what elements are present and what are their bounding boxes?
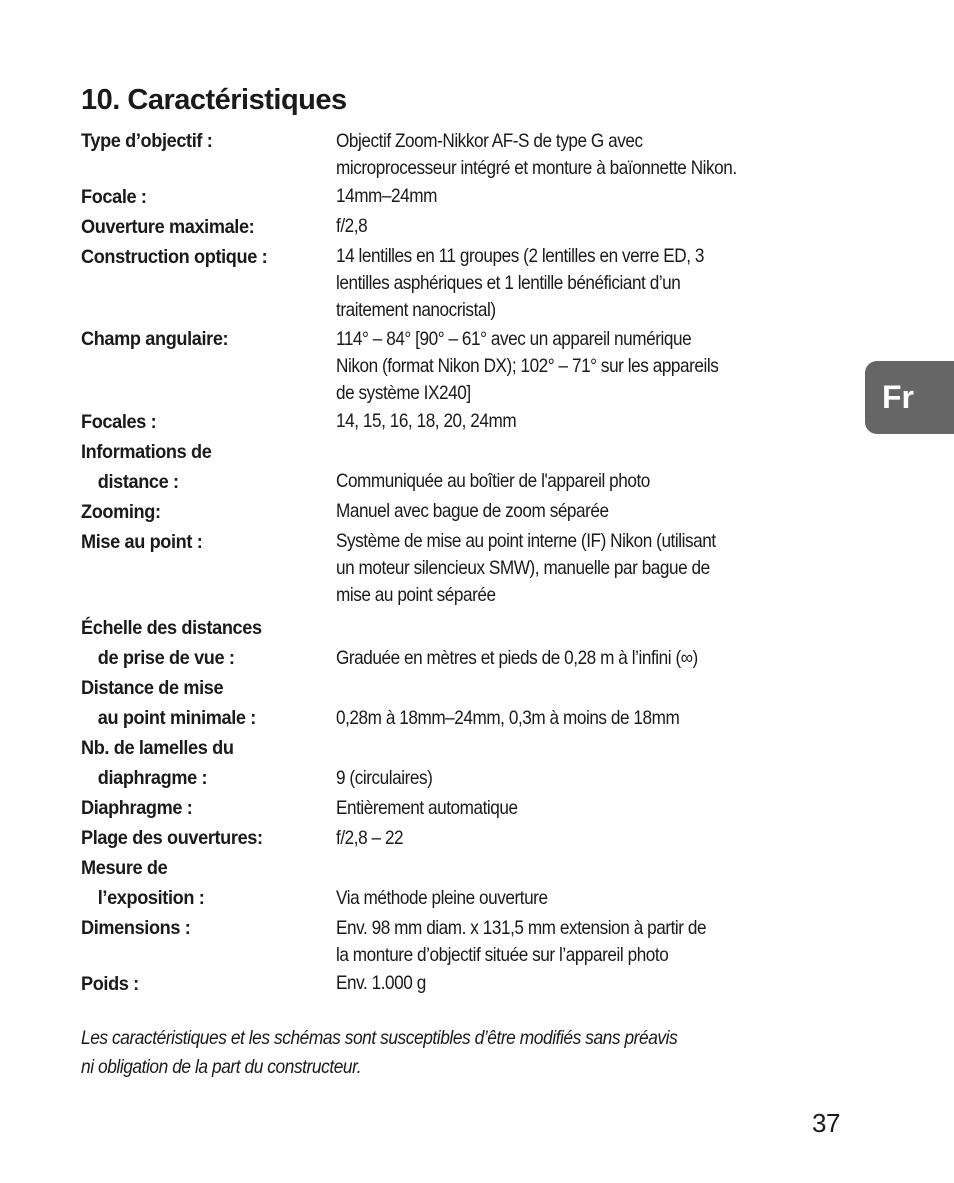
spec-value-line: 9 (circulaires)	[336, 766, 433, 789]
spec-value	[336, 126, 798, 182]
spec-value	[336, 527, 798, 610]
spec-value	[336, 673, 798, 732]
spec-value-line: 0,28m à 18mm–24mm, 0,3m à moins de 18mm	[336, 706, 680, 729]
spec-row	[81, 913, 861, 969]
spec-label-line: Diaphragme :	[81, 797, 193, 819]
spec-row	[81, 793, 861, 823]
spec-row	[81, 324, 861, 407]
spec-value	[336, 969, 798, 998]
spec-value	[336, 823, 798, 852]
spec-label-line: Focales :	[81, 410, 157, 433]
spec-label-line: Construction optique :	[81, 245, 268, 268]
spec-value	[336, 613, 798, 672]
spec-label	[81, 793, 318, 823]
spec-row	[81, 673, 861, 733]
language-tab	[865, 361, 954, 434]
spec-label-line: Type d’objectif :	[81, 130, 213, 152]
spec-value	[336, 242, 798, 325]
spec-label-line: au point minimale :	[97, 707, 256, 729]
spec-value-line: Graduée en mètres et pieds de 0,28 m à l’infini (∞)	[336, 646, 698, 669]
spec-label-line: Champ angulaire:	[81, 328, 229, 350]
spec-row	[81, 212, 861, 242]
spec-label-line: diaphragme :	[97, 767, 208, 789]
spec-value-line: lentilles asphériques et 1 lentille bénéficiant d’un	[336, 272, 681, 294]
spec-value-line: la monture d’objectif située sur l’appareil photo	[336, 943, 669, 966]
spec-label	[81, 126, 318, 156]
spec-value-line: microprocesseur intégré et monture à baïonnette Nikon.	[336, 156, 737, 179]
spec-label-line: Poids :	[81, 972, 139, 995]
spec-label	[81, 242, 318, 272]
spec-value-line: 14mm–24mm	[336, 185, 437, 207]
spec-value-line: f/2,8 – 22	[336, 826, 404, 849]
spec-row	[81, 613, 861, 673]
spec-value-line: Entièrement automatique	[336, 796, 518, 819]
spec-label-line: distance :	[97, 470, 179, 493]
spec-row	[81, 823, 861, 853]
spec-value-line: Via méthode pleine ouverture	[336, 886, 548, 909]
spec-value-line: de système IX240]	[336, 381, 471, 404]
spec-value	[336, 733, 798, 792]
spec-row	[81, 853, 861, 913]
language-tab-label: Fr	[882, 379, 914, 415]
spec-label	[81, 613, 318, 673]
spec-row	[81, 497, 861, 527]
spec-label	[81, 823, 318, 853]
spec-value-line: 14, 15, 16, 18, 20, 24mm	[336, 410, 517, 432]
spec-value-line: un moteur silencieux SMW), manuelle par bague de	[336, 557, 710, 579]
spec-value-line: Objectif Zoom-Nikkor AF-S de type G avec	[336, 129, 643, 152]
spec-row	[81, 969, 861, 999]
spec-label-line: l’exposition :	[97, 887, 205, 909]
disclaimer-line: Les caractéristiques et les schémas sont susceptibles d’être modifiés sans préavis	[81, 1027, 678, 1049]
spec-value-line: Système de mise au point interne (IF) Nikon (utilisant	[336, 530, 716, 552]
specifications-list	[81, 126, 861, 999]
spec-value-line: Env. 98 mm diam. x 131,5 mm extension à partir de	[336, 916, 707, 939]
spec-label	[81, 212, 318, 242]
spec-label-line: de prise de vue :	[97, 647, 235, 669]
spec-value-line: Env. 1.000 g	[336, 972, 426, 994]
spec-value-line: 14 lentilles en 11 groupes (2 lentilles en verre ED, 3	[336, 245, 704, 267]
spec-label-line: Zooming:	[81, 500, 161, 523]
spec-value-line: f/2,8	[336, 215, 368, 237]
spec-value	[336, 212, 798, 241]
spec-label-line: Dimensions :	[81, 917, 191, 939]
page-number: 37	[812, 1108, 840, 1138]
spec-value-line: 114° – 84° [90° – 61° avec un appareil numérique	[336, 327, 692, 350]
spec-row	[81, 407, 861, 437]
spec-row	[81, 437, 861, 497]
spec-row	[81, 182, 861, 212]
spec-label	[81, 913, 318, 943]
spec-value-line: mise au point séparée	[336, 584, 496, 606]
spec-row	[81, 242, 861, 325]
spec-value	[336, 853, 798, 912]
spec-label-line: Échelle des distances	[81, 617, 262, 639]
spec-row	[81, 126, 861, 182]
spec-label	[81, 733, 318, 793]
spec-value-line: Communiquée au boîtier de l'appareil photo	[336, 470, 650, 492]
spec-label-line: Mesure de	[81, 857, 168, 879]
spec-value	[336, 182, 798, 211]
spec-value	[336, 324, 798, 407]
spec-value	[336, 497, 798, 526]
spec-label	[81, 673, 318, 733]
spec-value	[336, 793, 798, 822]
spec-label	[81, 182, 318, 212]
spec-value	[336, 437, 798, 496]
spec-label-line: Ouverture maximale:	[81, 215, 255, 238]
disclaimer-note	[81, 1024, 677, 1082]
spec-label	[81, 497, 318, 527]
disclaimer-line: ni obligation de la part du constructeur.	[81, 1056, 362, 1078]
spec-value-line: Nikon (format Nikon DX); 102° – 71° sur les appareils	[336, 354, 719, 377]
spec-value-line: Manuel avec bague de zoom séparée	[336, 500, 609, 522]
spec-label-line: Informations de	[81, 440, 212, 463]
spec-label-line: Mise au point :	[81, 530, 203, 553]
spec-label-line: Focale :	[81, 185, 147, 208]
spec-label-line: Plage des ouvertures:	[81, 827, 263, 849]
page-title: 10. Caractéristiques	[81, 84, 347, 116]
spec-row	[81, 527, 861, 610]
spec-label	[81, 437, 318, 497]
spec-label	[81, 969, 318, 999]
spec-row	[81, 733, 861, 793]
spec-label-line: Distance de mise	[81, 677, 224, 699]
spec-label-line: Nb. de lamelles du	[81, 737, 234, 759]
spec-label	[81, 407, 318, 437]
spec-value	[336, 913, 798, 969]
spec-value	[336, 407, 798, 436]
spec-label	[81, 527, 318, 557]
spec-label	[81, 324, 318, 354]
spec-label	[81, 853, 318, 913]
spec-value-line: traitement nanocristal)	[336, 299, 496, 321]
